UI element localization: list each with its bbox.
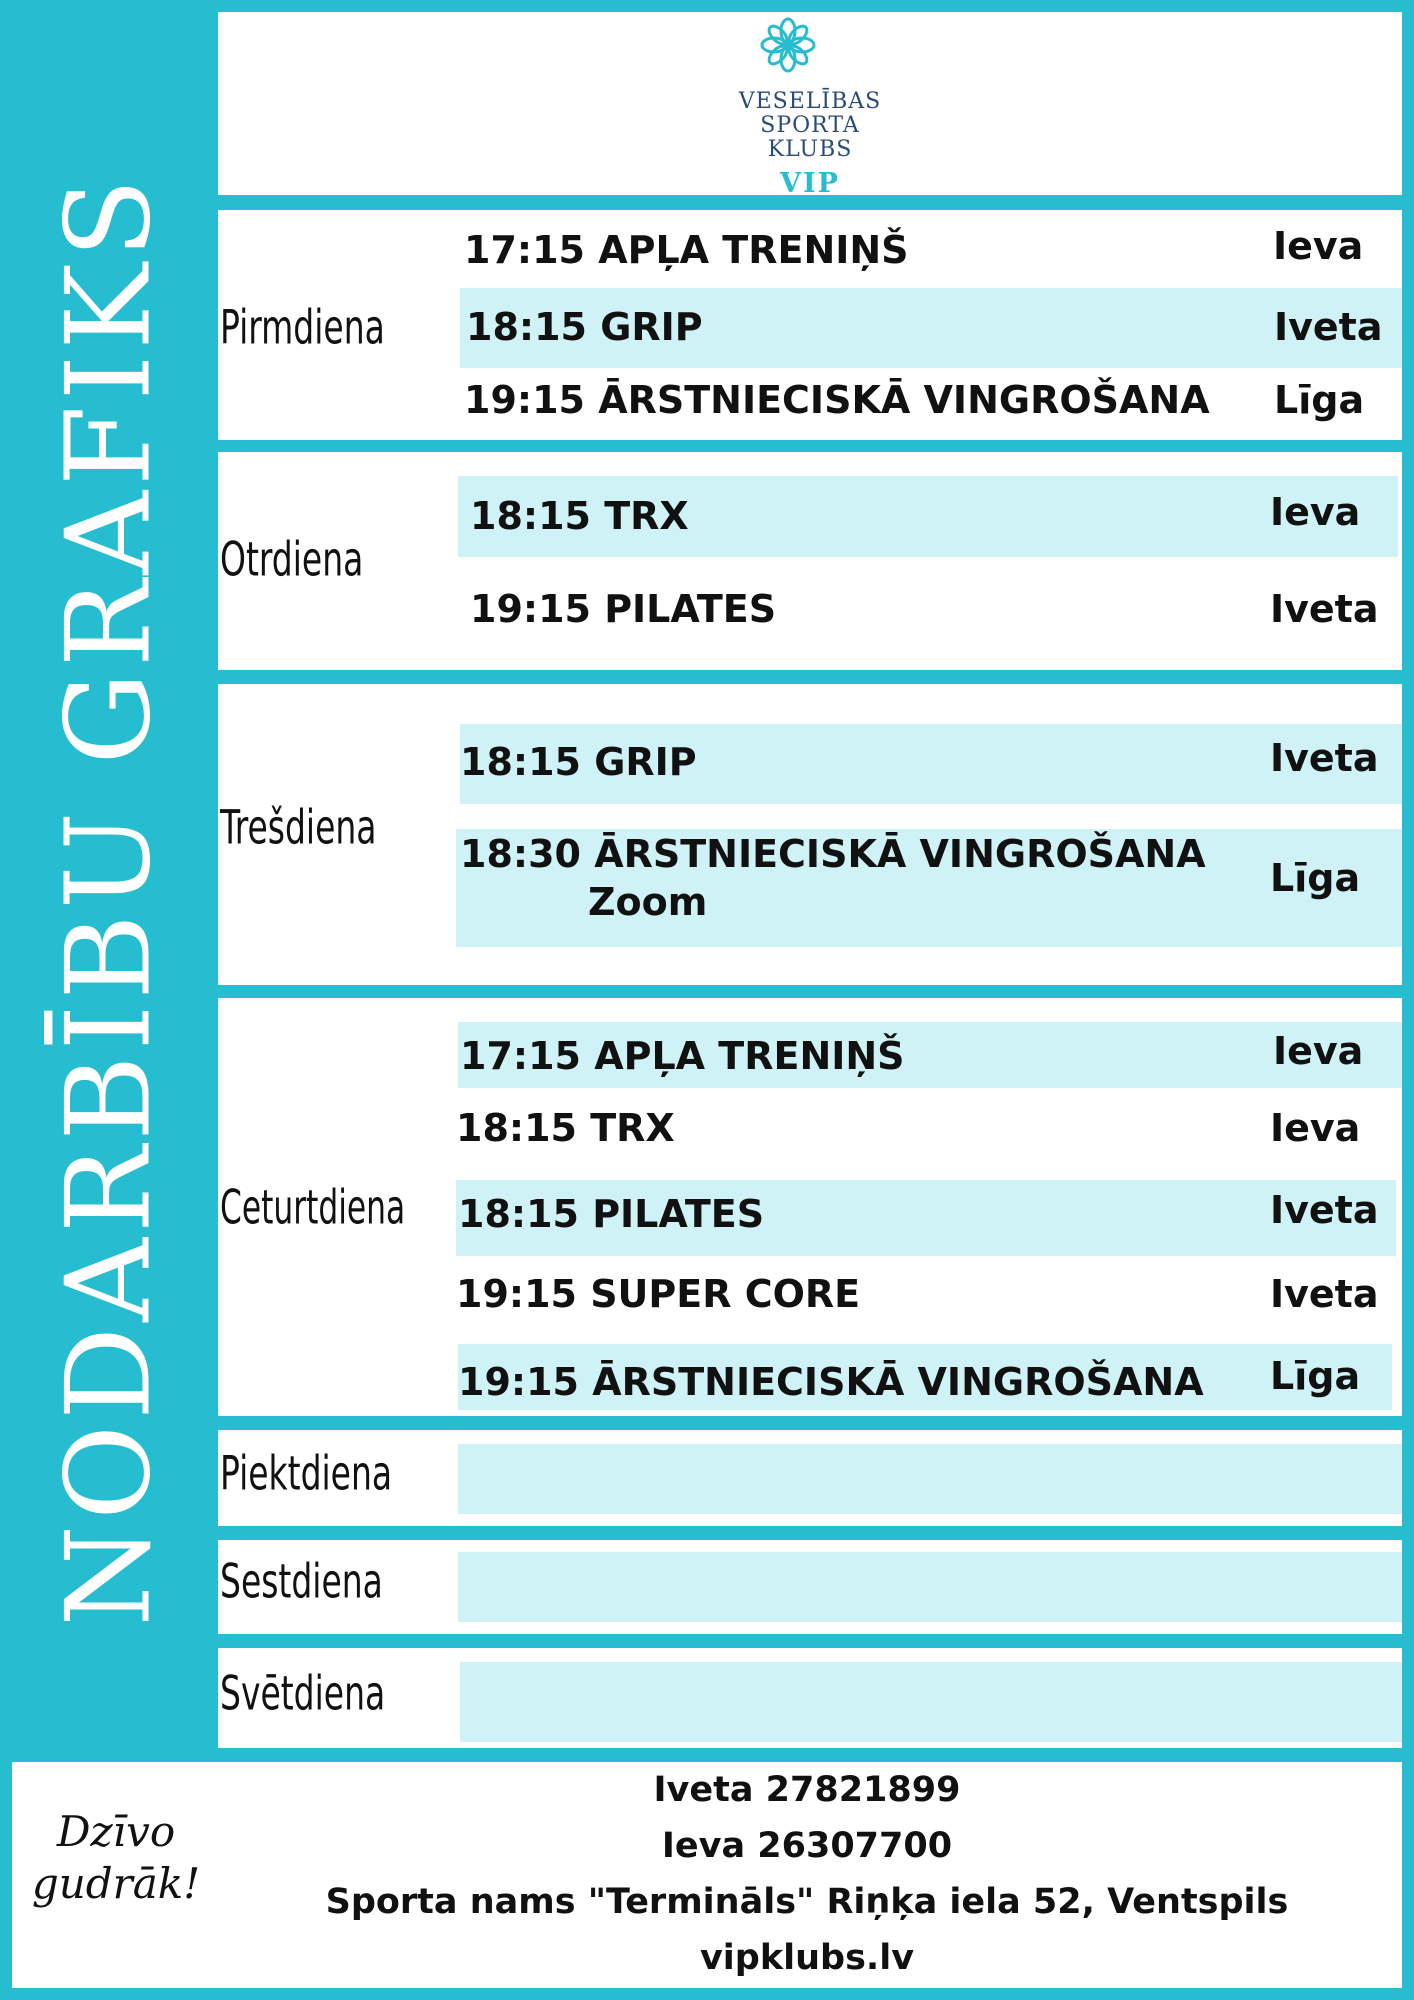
day-block-otrdiena bbox=[218, 452, 1402, 670]
class-instructor: Līga bbox=[1270, 856, 1361, 900]
class-instructor: Ieva bbox=[1270, 490, 1361, 534]
slogan bbox=[26, 1806, 206, 1910]
logo-line: KLUBS bbox=[767, 137, 853, 162]
class-instructor: Līga bbox=[1270, 1354, 1361, 1398]
flower-logo-icon bbox=[760, 17, 816, 73]
class-instructor: Ieva bbox=[1273, 1029, 1364, 1073]
logo-line: VESELĪBAS bbox=[738, 89, 882, 114]
row-highlight bbox=[458, 1552, 1402, 1622]
class-title: 17:15 APĻA TRENIŅŠ bbox=[464, 228, 909, 272]
slogan-line: Dzīvo bbox=[56, 1807, 176, 1856]
schedule-title: NODARBĪBU GRAFIKS bbox=[41, 173, 177, 1627]
day-name: Ceturtdiena bbox=[220, 1180, 406, 1236]
address: Sporta nams "Termināls" Riņķa iela 52, Ventspils bbox=[325, 1882, 1289, 1922]
class-title: 19:15 ĀRSTNIECISKĀ VINGROŠANA bbox=[458, 1360, 1204, 1404]
row-highlight bbox=[458, 1444, 1402, 1514]
class-title: 18:15 TRX bbox=[456, 1106, 675, 1150]
contact-info bbox=[212, 1762, 1402, 1986]
class-instructor: Iveta bbox=[1270, 1272, 1379, 1316]
vertical-title bbox=[0, 0, 218, 1760]
class-title: 19:15 SUPER CORE bbox=[456, 1272, 861, 1316]
class-instructor: Iveta bbox=[1270, 587, 1379, 631]
class-instructor: Ieva bbox=[1273, 224, 1364, 268]
class-title: 18:15 GRIP bbox=[460, 740, 697, 784]
day-name: Svētdiena bbox=[220, 1666, 386, 1722]
day-name: Sestdiena bbox=[220, 1554, 383, 1610]
day-block-tresdiena bbox=[218, 684, 1402, 985]
day-block-ceturtdiena bbox=[218, 998, 1402, 1416]
logo-line: SPORTA bbox=[760, 113, 860, 138]
day-name: Trešdiena bbox=[220, 800, 377, 856]
website-link[interactable]: vipklubs.lv bbox=[699, 1938, 915, 1978]
day-block-sestdiena bbox=[218, 1540, 1402, 1634]
day-name: Otrdiena bbox=[220, 532, 364, 588]
footer bbox=[12, 1762, 1402, 1988]
slogan-line: gudrāk! bbox=[31, 1859, 201, 1908]
day-block-piektdiena bbox=[218, 1430, 1402, 1526]
logo-vip: VIP bbox=[780, 168, 840, 199]
class-title: 18:15 GRIP bbox=[466, 305, 703, 349]
class-instructor: Ieva bbox=[1270, 1106, 1361, 1150]
logo-panel bbox=[218, 12, 1402, 199]
day-name: Pirmdiena bbox=[220, 300, 385, 356]
class-title: 18:30 ĀRSTNIECISKĀ VINGROŠANA bbox=[460, 832, 1206, 876]
class-subtitle: Zoom bbox=[588, 880, 708, 924]
logo-text bbox=[218, 90, 1402, 162]
class-instructor: Iveta bbox=[1270, 1188, 1379, 1232]
class-instructor: Iveta bbox=[1270, 736, 1379, 780]
class-instructor: Līga bbox=[1274, 378, 1365, 422]
class-title: 19:15 ĀRSTNIECISKĀ VINGROŠANA bbox=[464, 378, 1210, 422]
day-name: Piektdiena bbox=[220, 1446, 393, 1502]
class-instructor: Iveta bbox=[1274, 305, 1383, 349]
class-title: 18:15 PILATES bbox=[458, 1192, 765, 1236]
day-block-pirmdiena bbox=[218, 210, 1402, 440]
class-title: 19:15 PILATES bbox=[470, 587, 777, 631]
row-highlight bbox=[460, 1662, 1402, 1742]
day-block-svetdiena bbox=[218, 1648, 1402, 1748]
class-title: 17:15 APĻA TRENIŅŠ bbox=[460, 1034, 905, 1078]
contact-phone-ieva: Ieva 26307700 bbox=[661, 1826, 953, 1866]
class-title: 18:15 TRX bbox=[470, 494, 689, 538]
contact-phone-iveta: Iveta 27821899 bbox=[653, 1770, 961, 1810]
